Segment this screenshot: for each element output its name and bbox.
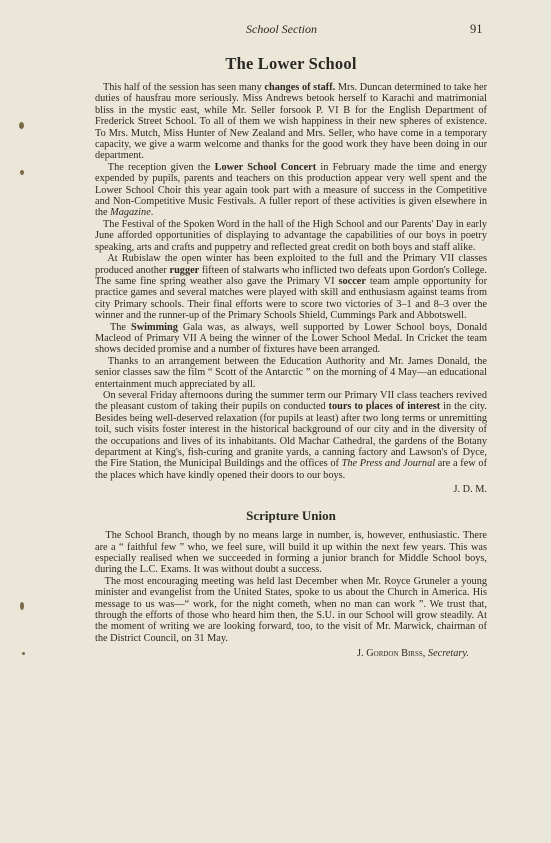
paragraph-concert: The reception given the Lower School Concert in February made the time and energy expended by pupils, parents and teachers on this production appear very well spent and the Lower School Choir this year again took part with a measure of success in the Competitive and Non-Competitive Music Festivals. A fuller report of these activities is given elsewhere in the Magazine. xyxy=(95,161,488,219)
scripture-union-heading: Scripture Union xyxy=(246,508,336,524)
paragraph-swimming: The Swimming Gala was, as always, well supported by Lower School boys, Donald Macleod of Primary VII A being the winner of the Lower School Medal. In Cricket the team shows decided promise and a number of fixtures have been arranged. xyxy=(95,321,487,356)
paragraph-film: Thanks to an arrangement between the Education Authority and Mr. James Donald, the senior classes saw the film “ Scott of the Antarctic ” on the morning of 4 May—an educational entertainment much appreciated by all. xyxy=(95,355,488,390)
paragraph-sports: At Rubislaw the open winter has been exploited to the full and the Primary VII classes produced another rugger fifteen of stalwarts who inflicted two defeats upon Gordon's College. The same fine spring weather also gave the Primary VI soccer team ample opportunity for practice games and several matches were played with skill and enthusiasm against teams from city Primary schools. Their final efforts were to score two victories of 3–1 and 8–3 over the winner and the runner-up of the Primary Schools Shield, Cummings Park and Abbotswell. xyxy=(95,253,487,322)
scripture-union-signature xyxy=(95,648,487,659)
lower-school-heading: The Lower School xyxy=(225,54,357,73)
lower-school-signature: J. D. M. xyxy=(453,484,487,496)
article-body xyxy=(95,54,487,659)
paragraph-meeting: The most encouraging meeting was held last December when Mr. Royce Gruneler a young minister and evangelist from the United States, spoke to us about the Church in America. His message to us was—“ work, for the night cometh, when no man can work ”. We trust that, through the efforts of those who heard him then, the S.U. in our School will grow steadily. At the moment of writing we are looking forward, too, to the visit of Mr. Marwick, chairman of the District Council, on 31 May. xyxy=(95,575,487,644)
paragraph-tours: On several Friday afternoons during the summer term our Primary VII class teachers revived the pleasant custom of taking their pupils on conducted tours to places of interest in the city. Besides being well-deserved relaxation (for pupils at least) after two long terms or unremitting toil, such visits foster interest in the historical background of our city and in the diversity of the occupations and lives of its inhabitants. Old Machar Cathedral, the gardens of the Botany department at King's, fish-curing and granite yards, a canning factory and Lawson's of Dyce, the Fire Station, the Municipal Buildings and the offices of The Press and Journal are a few of the places which have kindly opened their doors to our boys. xyxy=(95,389,487,481)
paragraph-festival: The Festival of the Spoken Word in the hall of the High School and our Parents' Day in early June afforded opportunities of displaying to advantage the capabilities of our boys in poetry speaking, arts and crafts and puppetry and reflected great credit on both boys and staff alike. xyxy=(95,218,487,253)
page-number: 91 xyxy=(470,22,483,36)
secretary-role: Secretary. xyxy=(427,648,469,660)
secretary-name: J. Gordon Birss, xyxy=(357,648,426,660)
margin-spot xyxy=(20,602,24,610)
margin-spot xyxy=(19,122,24,129)
margin-spot xyxy=(22,652,25,655)
paragraph-staff: This half of the session has seen many changes of staff. Mrs. Duncan determined to take her duties of hausfrau more seriously. Miss Andrews betook herself to Karachi and matrimonial bliss in the mystic east, while Mr. Seller forsook P. VI B for the English Department of Frederick Street School. To all of them we wish happiness in their new spheres of existence. To Mrs. Mutch, Miss Hunter of New Zealand and Mrs. Seller, who have come in a temporary capacity, we give a warm welcome and thanks for the good work they have been doing in our department. xyxy=(95,82,487,162)
paragraph-branch: The School Branch, though by no means large in number, is, however, enthusiastic. There are a “ faithful few ” who, we feel sure, will build it up within the next few years. This was especially realised when we succeeded in forming a junior branch for Middle School boys, during the L.C. Exams. It was without doubt a success. xyxy=(95,530,487,576)
section-title: School Section xyxy=(246,22,317,36)
margin-spot xyxy=(20,170,24,175)
